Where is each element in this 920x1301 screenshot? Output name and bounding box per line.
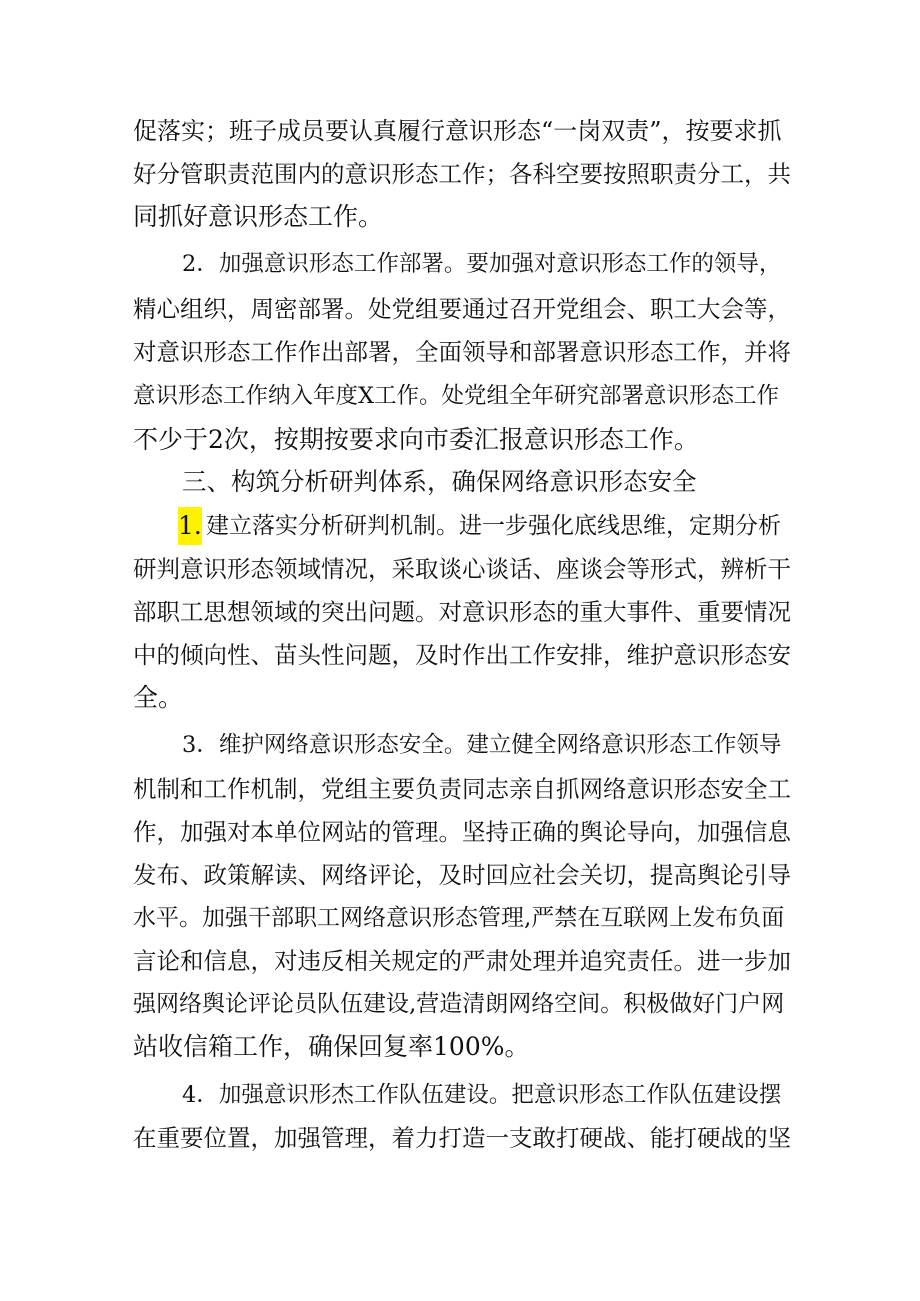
- text-line: [0, 1076, 920, 1114]
- line-text: 建立落实分析研判机制。进一步强化底线思维，定期分析: [206, 513, 781, 539]
- text-line: [0, 770, 920, 808]
- text-line: [0, 112, 920, 150]
- text-line: [0, 155, 920, 193]
- heading-text: 三、构筑分析研判体系，确保网络意识形态安全: [182, 467, 697, 496]
- text-line: [0, 550, 920, 588]
- text-line: [0, 679, 920, 717]
- line-text: 好分管职责范围内的意识形态工作；各科空要按照职责分工，共: [133, 160, 791, 188]
- text-line: [0, 813, 920, 851]
- line-text: 精心组织，周密部署。处党组要通过召开党组会、职工大会等，: [133, 295, 791, 323]
- text-line: [0, 726, 920, 764]
- line-text: 2．加强意识形态工作部署。要加强对意识形态工作的领导，: [182, 251, 782, 277]
- line-text: 站收信箱工作，确保回复率100%。: [133, 1032, 530, 1061]
- text-line: [0, 421, 920, 459]
- text-line: [0, 198, 920, 236]
- text-line: [0, 333, 920, 371]
- text-line: [0, 985, 920, 1023]
- line-text: 在重要位置，加强管理，着力打造一支敢打硬战、能打硬战的坚: [133, 1124, 791, 1152]
- line-text: 作，加强对本单位网站的管理。坚持正确的舆论导向，加强信息: [133, 818, 791, 846]
- text-line: [0, 290, 920, 328]
- line-text: 意识形态工作纳入年度X工作。处党组全年研究部署意识形态工作: [133, 383, 780, 409]
- line-text: 研判意识形态领域情况，采取谈心谈话、座谈会等形式，辨析干: [133, 555, 791, 583]
- text-line: [0, 1028, 920, 1066]
- line-text: 4．加强意识形杰工作队伍建设。把意识形态工作队伍建设摆: [182, 1082, 782, 1108]
- line-text: 水平。加强干部职工网络意识形态管理,严禁在互联网上发布负面: [133, 905, 785, 931]
- text-line: [0, 899, 920, 937]
- line-text: 不少于2次，按期按要求向市委汇报意识形态工作。: [133, 425, 699, 454]
- text-line: [0, 1119, 920, 1157]
- highlighted-number: 1.: [178, 507, 202, 545]
- line-text: 发布、政策解读、网络评论，及时回应社会关切，提高舆论引导: [133, 861, 791, 889]
- text-line: [0, 507, 920, 545]
- line-text: 部职工思想领域的突出问题。对意识形态的重大事件、重要情况: [133, 598, 791, 626]
- text-line: [0, 593, 920, 631]
- line-text: 全。: [133, 683, 184, 712]
- section-heading: [0, 463, 920, 501]
- text-line: [0, 942, 920, 980]
- line-text: 言论和信息，对违反相关规定的严肃处理并追究责任。进一步加: [133, 947, 791, 975]
- line-text: 机制和工作机制，党组主要负责同志亲自抓网络意识形态安全工: [133, 775, 791, 803]
- line-text: 中的倾向性、苗头性问题，及时作出工作安排，维护意识形态安: [133, 641, 791, 669]
- line-text: 同抓好意识形态工作。: [133, 202, 384, 231]
- line-text: 强网络舆论评论员队伍建设,营造清朗网络空间。积极做好门户网: [133, 991, 785, 1017]
- line-text: 促落实；班子成员要认真履行意识形态“一岗双责”，按要求抓: [133, 117, 782, 145]
- text-line: [0, 856, 920, 894]
- line-text: 3．维护网络意识形态安全。建立健全网络意识形态工作领导: [182, 732, 782, 758]
- text-line: [0, 377, 920, 415]
- text-line: [0, 245, 920, 283]
- text-line: [0, 636, 920, 674]
- line-text: 对意识形态工作作出部署，全面领导和部署意识形态工作，并将: [133, 338, 791, 366]
